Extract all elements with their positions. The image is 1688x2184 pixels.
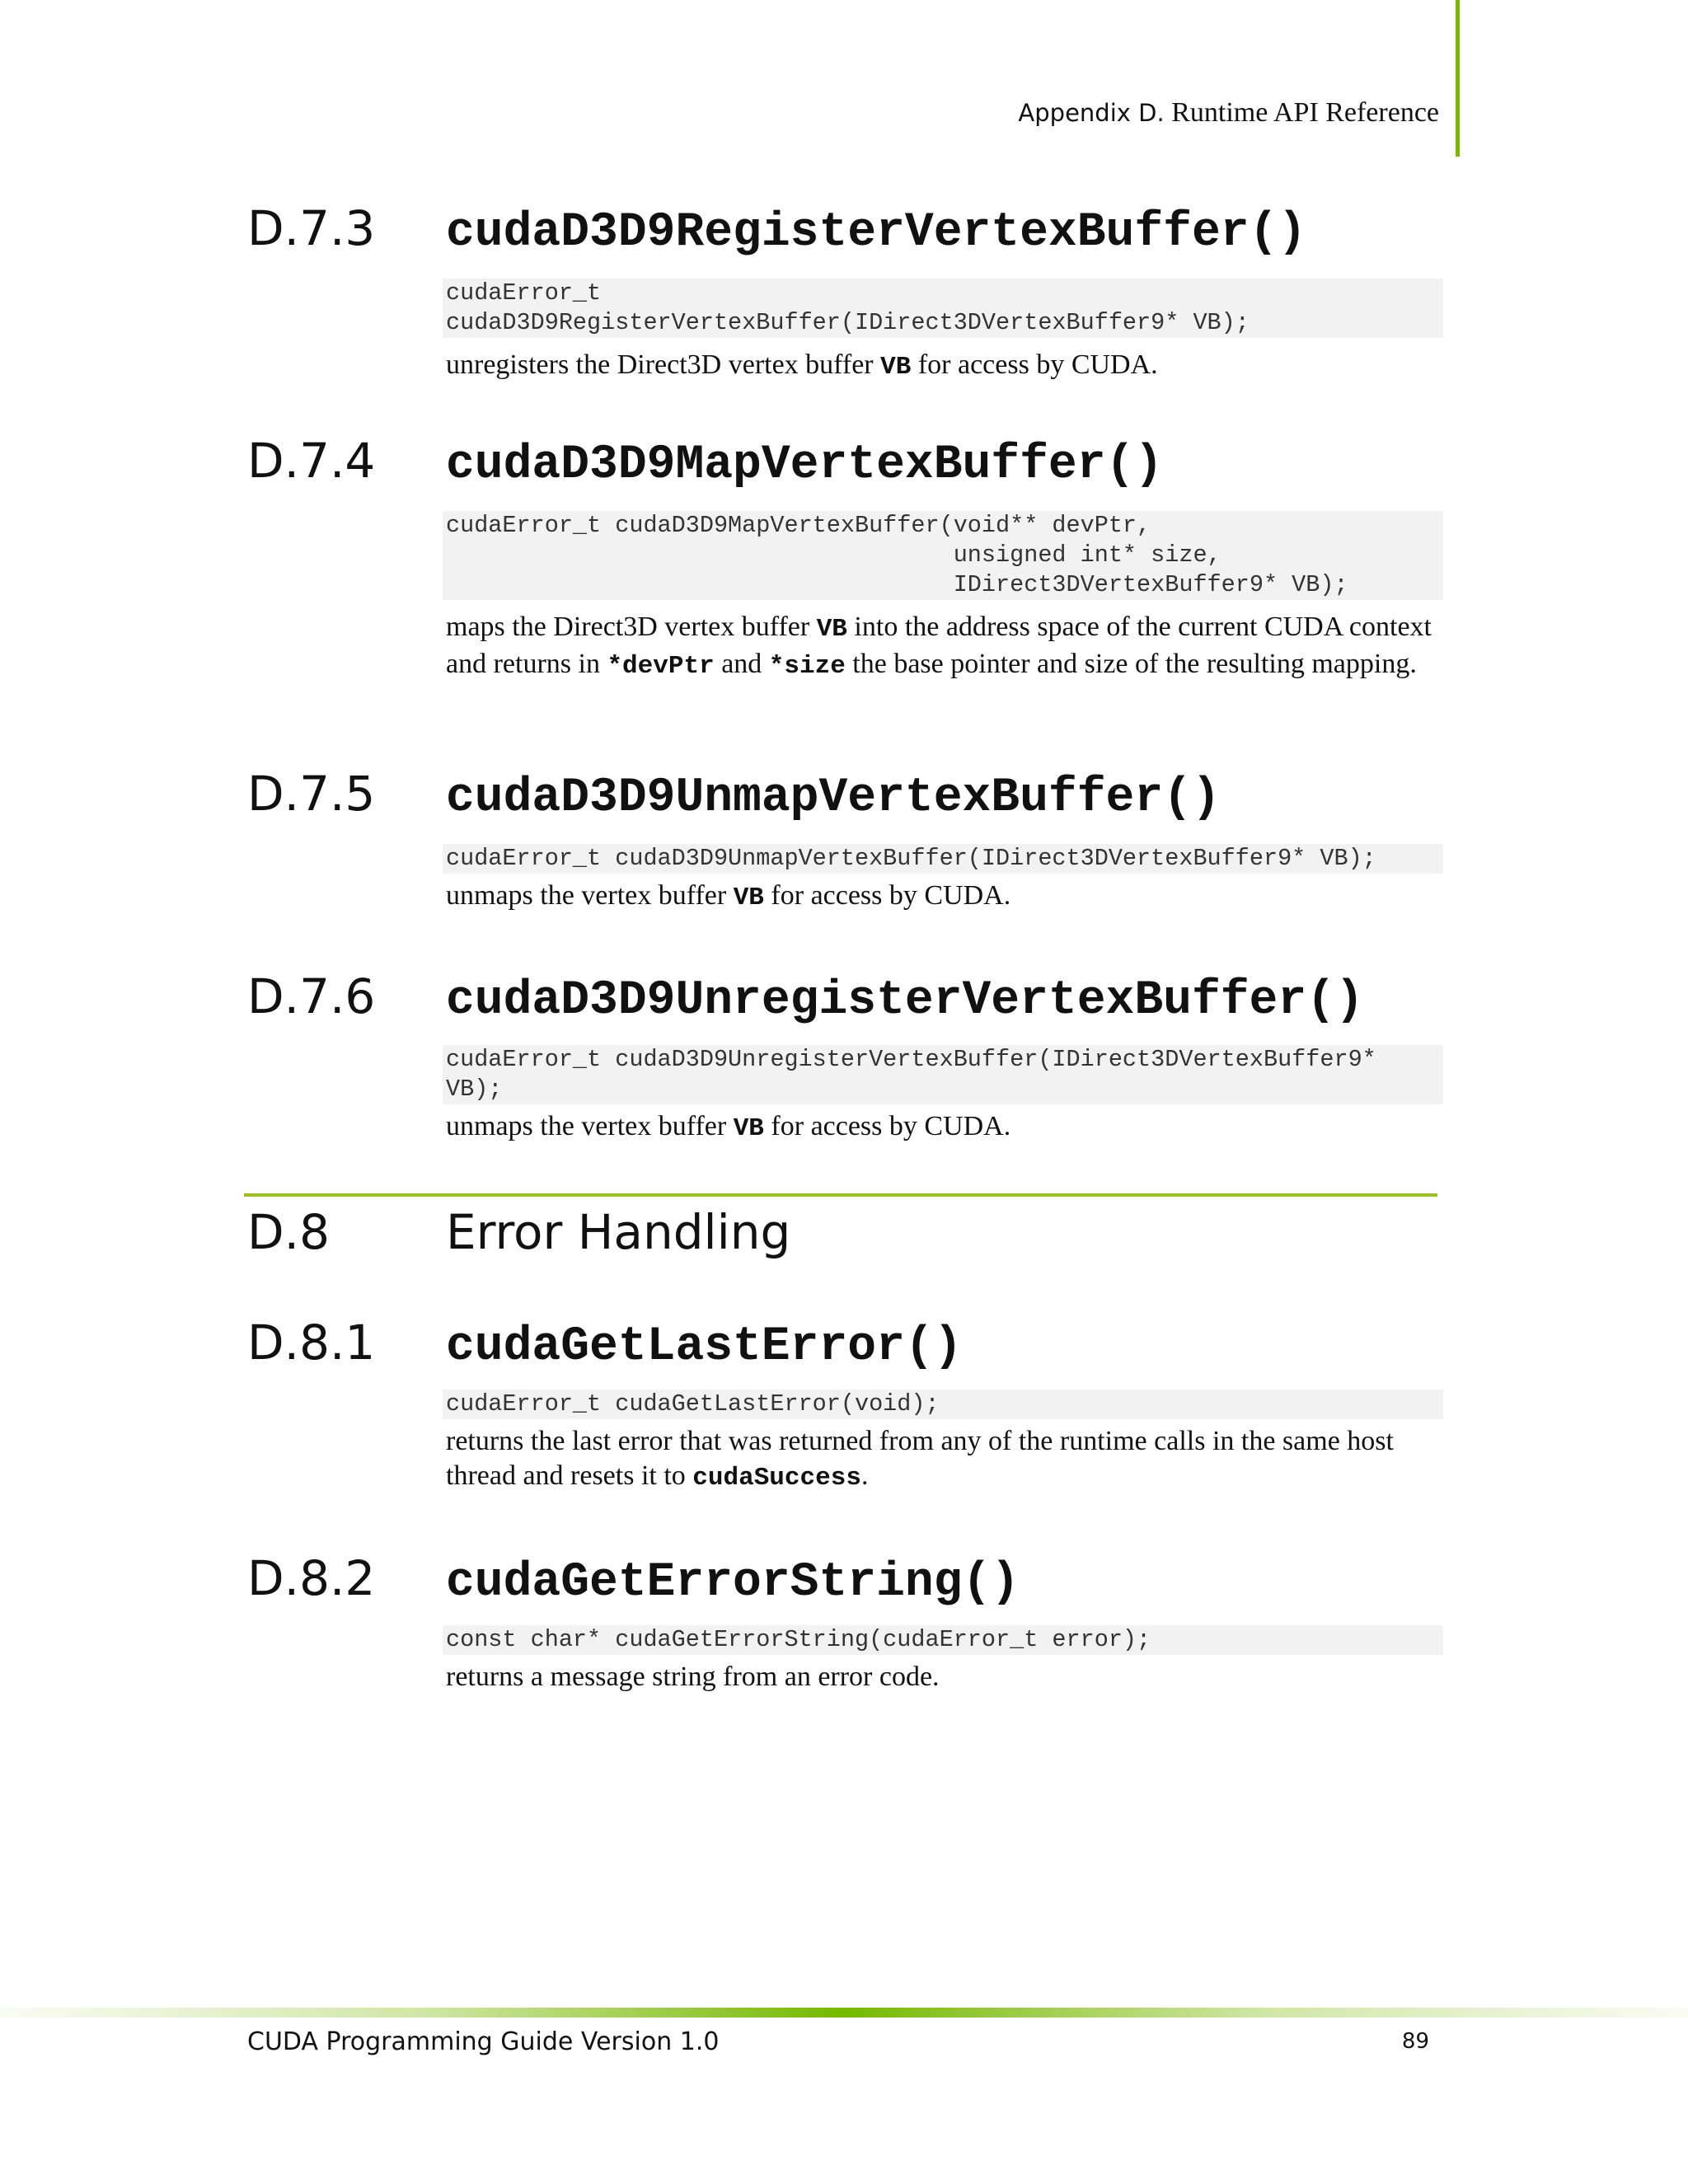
section-title: cudaD3D9UnmapVertexBuffer() <box>446 771 1221 825</box>
section-description <box>446 1109 1435 1146</box>
running-header-appendix: Appendix D. <box>1018 99 1165 127</box>
chapter-title: Error Handling <box>446 1204 791 1260</box>
description-text: for access by CUDA. <box>763 1111 1011 1141</box>
section-description <box>446 348 1435 385</box>
section-description <box>446 1660 1435 1694</box>
inline-code: VB <box>733 1114 764 1143</box>
footer-document-title: CUDA Programming Guide Version 1.0 <box>247 2027 720 2056</box>
section-title: cudaGetErrorString() <box>446 1556 1020 1610</box>
description-text: returns a message string from an error code. <box>446 1661 940 1692</box>
section-description <box>446 1424 1435 1496</box>
section-number: D.7.6 <box>247 968 376 1024</box>
code-signature: const char* cudaGetErrorString(cudaError_t error); <box>443 1625 1443 1655</box>
running-header <box>1018 97 1439 129</box>
code-signature: cudaError_t cudaD3D9RegisterVertexBuffer(IDirect3DVertexBuffer9* VB); <box>443 279 1443 338</box>
section-number: D.8.2 <box>247 1550 376 1606</box>
code-signature: cudaError_t cudaGetLastError(void); <box>443 1390 1443 1419</box>
description-text: for access by CUDA. <box>911 349 1158 380</box>
description-text: unmaps the vertex buffer <box>446 1111 734 1141</box>
section-number: D.7.3 <box>247 200 376 256</box>
chapter-number: D.8 <box>247 1204 330 1260</box>
chapter-divider <box>244 1193 1437 1197</box>
section-description <box>446 610 1435 684</box>
section-title: cudaD3D9RegisterVertexBuffer() <box>446 206 1307 260</box>
header-accent-bar <box>1456 0 1460 157</box>
description-text: unregisters the Direct3D vertex buffer <box>446 349 881 380</box>
section-description <box>446 879 1435 916</box>
inline-code: *size <box>768 652 846 681</box>
description-text: maps the Direct3D vertex buffer <box>446 612 817 642</box>
description-text: . <box>860 1460 869 1491</box>
description-text: for access by CUDA. <box>763 880 1011 911</box>
description-text: into the address space of the current CUDA context and returns in <box>446 612 1432 679</box>
inline-code: cudaSuccess <box>692 1464 861 1493</box>
section-number: D.7.4 <box>247 433 376 489</box>
code-signature: cudaError_t cudaD3D9MapVertexBuffer(void** devPtr, unsigned int* size, IDirect3DVertexBuffer9* VB); <box>443 511 1443 600</box>
description-text: and <box>714 649 769 679</box>
code-signature: cudaError_t cudaD3D9UnmapVertexBuffer(IDirect3DVertexBuffer9* VB); <box>443 844 1443 874</box>
code-signature: cudaError_t cudaD3D9UnregisterVertexBuffer(IDirect3DVertexBuffer9* VB); <box>443 1045 1443 1104</box>
running-header-title: Runtime API Reference <box>1171 97 1439 128</box>
inline-code: VB <box>816 615 847 644</box>
footer-accent-bar <box>0 2008 1688 2018</box>
inline-code: VB <box>733 883 764 912</box>
section-title: cudaGetLastError() <box>446 1320 963 1374</box>
inline-code: VB <box>880 353 912 382</box>
section-title: cudaD3D9MapVertexBuffer() <box>446 438 1164 492</box>
description-text: unmaps the vertex buffer <box>446 880 734 911</box>
section-number: D.7.5 <box>247 766 376 822</box>
section-title: cudaD3D9UnregisterVertexBuffer() <box>446 974 1364 1028</box>
page-number: 89 <box>1401 2029 1429 2054</box>
section-number: D.8.1 <box>247 1315 376 1371</box>
inline-code: *devPtr <box>607 652 715 681</box>
description-text: returns the last error that was returned from any of the runtime calls in the same host thread and resets it to <box>446 1426 1394 1491</box>
description-text: the base pointer and size of the resulting mapping. <box>845 649 1417 679</box>
